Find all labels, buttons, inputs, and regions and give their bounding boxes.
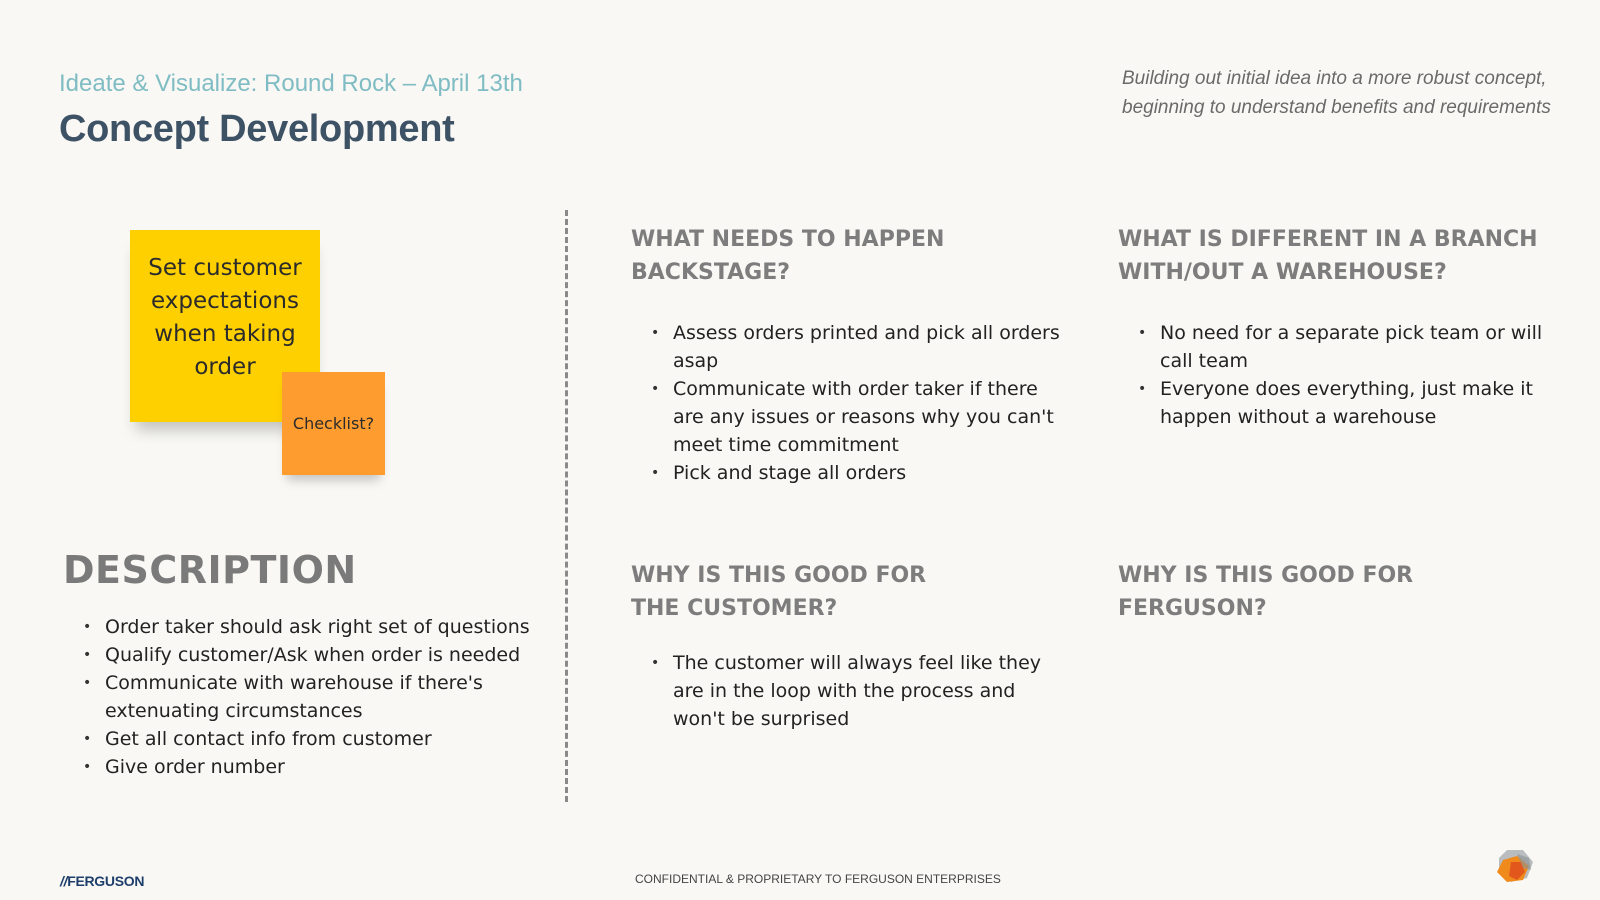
list-item: • Order taker should ask right set of questions [63, 613, 533, 641]
list-item: • The customer will always feel like they are in the loop with the process and won't be surprised [631, 649, 1071, 733]
list-item: • Communicate with warehouse if there's extenuating circumstances [63, 669, 533, 725]
kicker-subtitle: Ideate & Visualize: Round Rock – April 13th [59, 70, 523, 97]
description-list [63, 613, 533, 781]
page-title: Concept Development [59, 108, 455, 150]
logo-slashes-icon: // [60, 873, 68, 889]
ferguson-logo [60, 873, 144, 889]
heading-line: WITH/OUT A WAREHOUSE? [1118, 260, 1447, 285]
backstage-heading [631, 223, 1051, 289]
warehouse-list [1118, 319, 1558, 431]
list-item: • Everyone does everything, just make it happen without a warehouse [1118, 375, 1558, 431]
heading-line: THE CUSTOMER? [631, 596, 838, 621]
heading-line: FERGUSON? [1118, 596, 1267, 621]
heading-line: WHY IS THIS GOOD FOR [1118, 563, 1414, 588]
list-item: • No need for a separate pick team or will call team [1118, 319, 1558, 375]
heading-line: WHY IS THIS GOOD FOR [631, 563, 927, 588]
sticky-checklist-label: Checklist? [292, 414, 375, 433]
heading-line: WHAT IS DIFFERENT IN A BRANCH [1118, 227, 1538, 252]
logo-wordmark: FERGUSON [67, 873, 145, 889]
heading-line: BACKSTAGE? [631, 260, 791, 285]
warehouse-heading [1118, 223, 1578, 289]
list-item: • Pick and stage all orders [631, 459, 1071, 487]
customer-heading [631, 559, 1051, 625]
list-item: • Communicate with order taker if there are any issues or reasons why you can't meet time commitment [631, 375, 1071, 459]
heading-line: WHAT NEEDS TO HAPPEN [631, 227, 945, 252]
list-item: • Give order number [63, 753, 533, 781]
list-item: • Assess orders printed and pick all orders asap [631, 319, 1071, 375]
sticky-line: when taking [154, 321, 296, 347]
sticky-line: expectations [151, 288, 299, 314]
sticky-line: Set customer [148, 255, 302, 281]
ferguson-heading [1118, 559, 1538, 625]
customer-list [631, 649, 1071, 733]
sticky-line: order [194, 354, 256, 380]
hexagon-logo-icon [1493, 848, 1537, 888]
description-heading: DESCRIPTION [63, 548, 357, 592]
dashed-divider [565, 210, 568, 802]
sticky-note-checklist [282, 372, 385, 475]
list-item: • Get all contact info from customer [63, 725, 533, 753]
tagline: Building out initial idea into a more robust concept, beginning to understand benefits and requirements [1122, 68, 1551, 118]
confidential-note: CONFIDENTIAL & PROPRIETARY TO FERGUSON ENTERPRISES [635, 872, 1001, 886]
list-item: • Qualify customer/Ask when order is needed [63, 641, 533, 669]
backstage-list [631, 319, 1071, 487]
